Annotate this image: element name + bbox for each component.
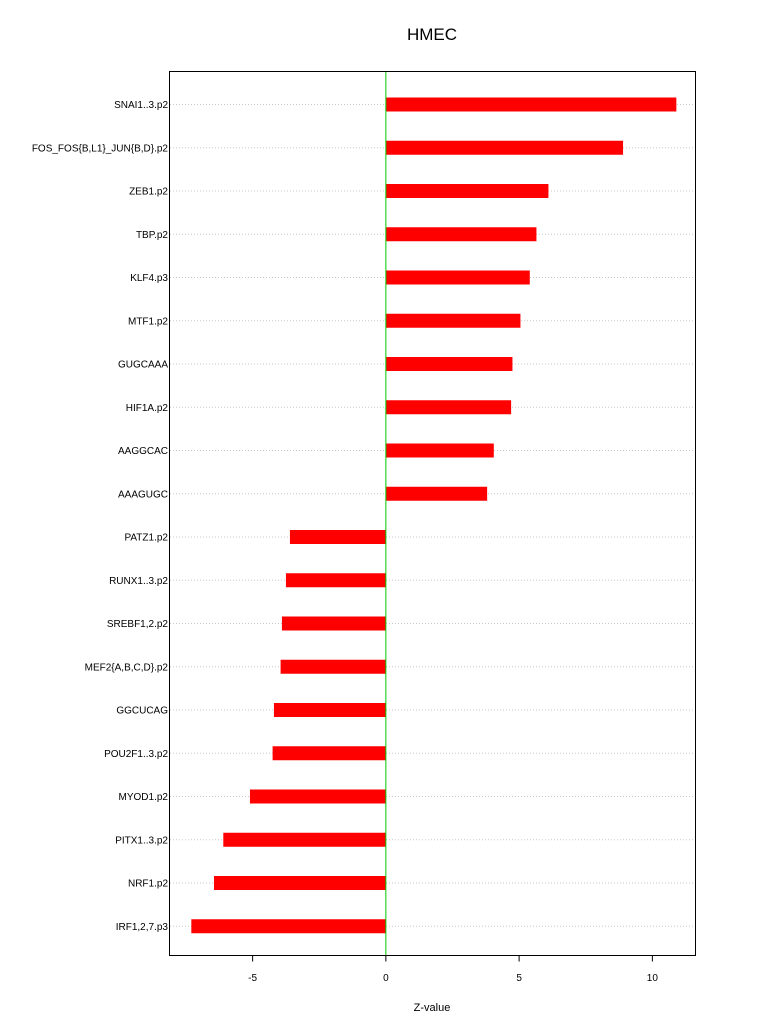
category-label: MEF2{A,B,C,D}.p2	[84, 662, 168, 674]
category-label: SNAI1..3.p2	[114, 100, 168, 111]
bar	[191, 919, 386, 933]
category-label: PITX1..3.p2	[115, 835, 168, 847]
bar	[273, 746, 386, 760]
category-label: MTF1.p2	[127, 316, 168, 328]
bar	[274, 703, 386, 717]
x-axis	[248, 956, 658, 985]
category-label: RUNX1..3.p2	[109, 575, 168, 587]
category-label: ZEB1.p2	[129, 186, 168, 198]
x-tick-label: 0	[383, 973, 389, 984]
category-label: AAGGCAC	[117, 446, 168, 457]
bar	[386, 314, 521, 328]
bar	[386, 357, 513, 371]
category-label: GUGCAAA	[117, 359, 168, 371]
category-label: AAAGUGC	[117, 489, 168, 501]
category-label: GGCUCAG	[116, 705, 168, 717]
bar	[386, 444, 494, 458]
bar	[286, 573, 386, 587]
bar	[282, 617, 386, 631]
x-tick-label: 5	[516, 973, 522, 984]
bar	[386, 141, 623, 155]
category-label: SREBF1,2.p2	[106, 619, 168, 630]
bar	[281, 660, 386, 674]
category-labels	[32, 100, 169, 933]
category-label: IRF1,2,7.p3	[115, 921, 168, 933]
x-tick-label: -5	[248, 973, 258, 984]
category-label: NRF1.p2	[127, 878, 168, 890]
bar	[214, 876, 386, 890]
category-label: HIF1A.p2	[125, 402, 168, 414]
bar	[386, 400, 511, 414]
bars	[191, 98, 676, 934]
plot-frame	[170, 72, 696, 956]
bar	[386, 227, 537, 241]
x-tick-label: 10	[646, 973, 658, 984]
bar	[223, 833, 386, 847]
category-label: KLF4.p3	[130, 273, 168, 284]
bar	[386, 184, 549, 198]
x-axis-label: Z-value	[413, 1002, 451, 1014]
category-label: MYOD1.p2	[118, 792, 168, 803]
bar	[290, 530, 386, 544]
chart-title: HMEC	[406, 25, 458, 44]
bar	[386, 271, 530, 285]
bar	[386, 487, 487, 501]
category-label: POU2F1..3.p2	[104, 748, 168, 760]
category-label: FOS_FOS{B,L1}_JUN{B,D}.p2	[31, 143, 168, 155]
bar	[386, 98, 676, 112]
bar	[250, 790, 386, 804]
category-label: PATZ1.p2	[124, 532, 168, 544]
category-label: TBP.p2	[135, 229, 168, 241]
